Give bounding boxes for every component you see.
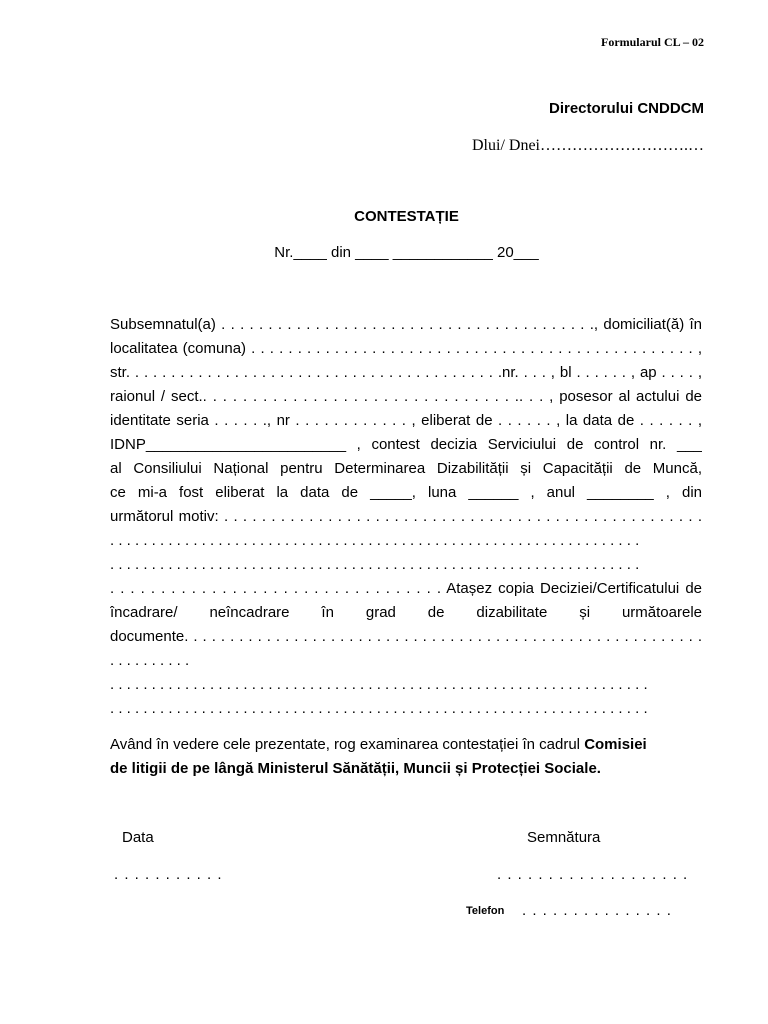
body-line: IDNP________________________ , contest decizia Serviciului de control nr. ___ — [110, 436, 702, 453]
document-title: CONTESTAȚIE — [354, 208, 459, 225]
body-line: documente. . . . . . . . . . . . . . . . . . . . . . . . . . . . . . . . . . . . . . . . . . . . . . . . . . . . . . . . . — [110, 628, 702, 645]
closing-bold-text: Comisiei — [584, 736, 647, 753]
body-line: . . . . . . . . . . . . . . . . . . . . . . . . . . . . . . . . . . . . . . . . . . . . . . . . . . . . . . . . . . . . . . . . . — [110, 676, 648, 693]
addressee-director: Directorului CNDDCM — [548, 100, 704, 117]
body-line: al Consiliului Național pentru Determinarea Dizabilității și Capacității de Muncă, — [110, 460, 702, 477]
phone-label: Telefon — [466, 905, 505, 917]
body-line: ce mi-a fost eliberat la data de _____, luna ______ , anul ________ , din — [110, 484, 702, 501]
body-line: următorul motiv: . . . . . . . . . . . . . . . . . . . . . . . . . . . . . . . . . . . . . . . . . . . . . . . . . . . — [110, 508, 702, 525]
body-line: . . . . . . . . . . . . . . . . . . . . . . . . . . . . . . . . . . . . . . . . . . . . . . . . . . . . . . . . . . . . . . . . . — [110, 700, 648, 717]
document-number-line: Nr.____ din ____ ____________ 20___ — [274, 244, 539, 261]
body-line: . . . . . . . . . . . . . . . . . . . . . . . . . . . . . . . . . . . . . . . . . . . . . . . . . . . . . . . . . . . . . . . . — [110, 556, 640, 573]
form-code: Formularul CL – 02 — [600, 35, 704, 49]
date-label: Data — [122, 829, 154, 846]
date-field-dots: . . . . . . . . . . . — [114, 866, 223, 883]
phone-field-dots: . . . . . . . . . . . . . . . — [522, 902, 672, 919]
body-line: . . . . . . . . . . — [110, 652, 190, 669]
addressee-name-line: Dlui/ Dnei……………………….… — [472, 137, 704, 154]
signature-label: Semnătura — [527, 829, 601, 846]
signature-field-dots: . . . . . . . . . . . . . . . . . . . — [497, 866, 689, 883]
body-line: Subsemnatul(a) . . . . . . . . . . . . . . . . . . . . . . . . . . . . . . . . . . . . . . . ., domiciliat(ă) în — [110, 316, 702, 333]
body-line: raionul / sect.. . . . . . . . . . . . . . . . . . . . . . . . . . . . . . . .. . . , posesor al actului de — [110, 388, 702, 405]
body-line: . . . . . . . . . . . . . . . . . . . . . . . . . . . . . . . . . Atașez copia Deciziei/Certificatului de — [110, 580, 702, 597]
body-line: . . . . . . . . . . . . . . . . . . . . . . . . . . . . . . . . . . . . . . . . . . . . . . . . . . . . . . . . . . . . . . . . — [110, 532, 640, 549]
closing-line — [110, 733, 702, 757]
body-line: localitatea (comuna) . . . . . . . . . . . . . . . . . . . . . . . . . . . . . . . . . . . . . . . . . . . . . . . . , — [110, 340, 702, 357]
body-line: str. . . . . . . . . . . . . . . . . . . . . . . . . . . . . . . . . . . . . . . . . .nr. . . . , bl . . . . . . , ap . . . . , — [110, 364, 702, 381]
body-line: încadrare/ neîncadrare în grad de dizabilitate și următoarele — [110, 604, 702, 621]
closing-line-bold: de litigii de pe lângă Ministerul Sănătății, Muncii și Protecției Sociale. — [110, 760, 601, 777]
closing-text: Având în vedere cele prezentate, rog examinarea contestației în cadrul — [110, 736, 585, 753]
body-line: identitate seria . . . . . ., nr . . . . . . . . . . . . , eliberat de . . . . . . , la data de . . . . . . , — [110, 412, 702, 429]
